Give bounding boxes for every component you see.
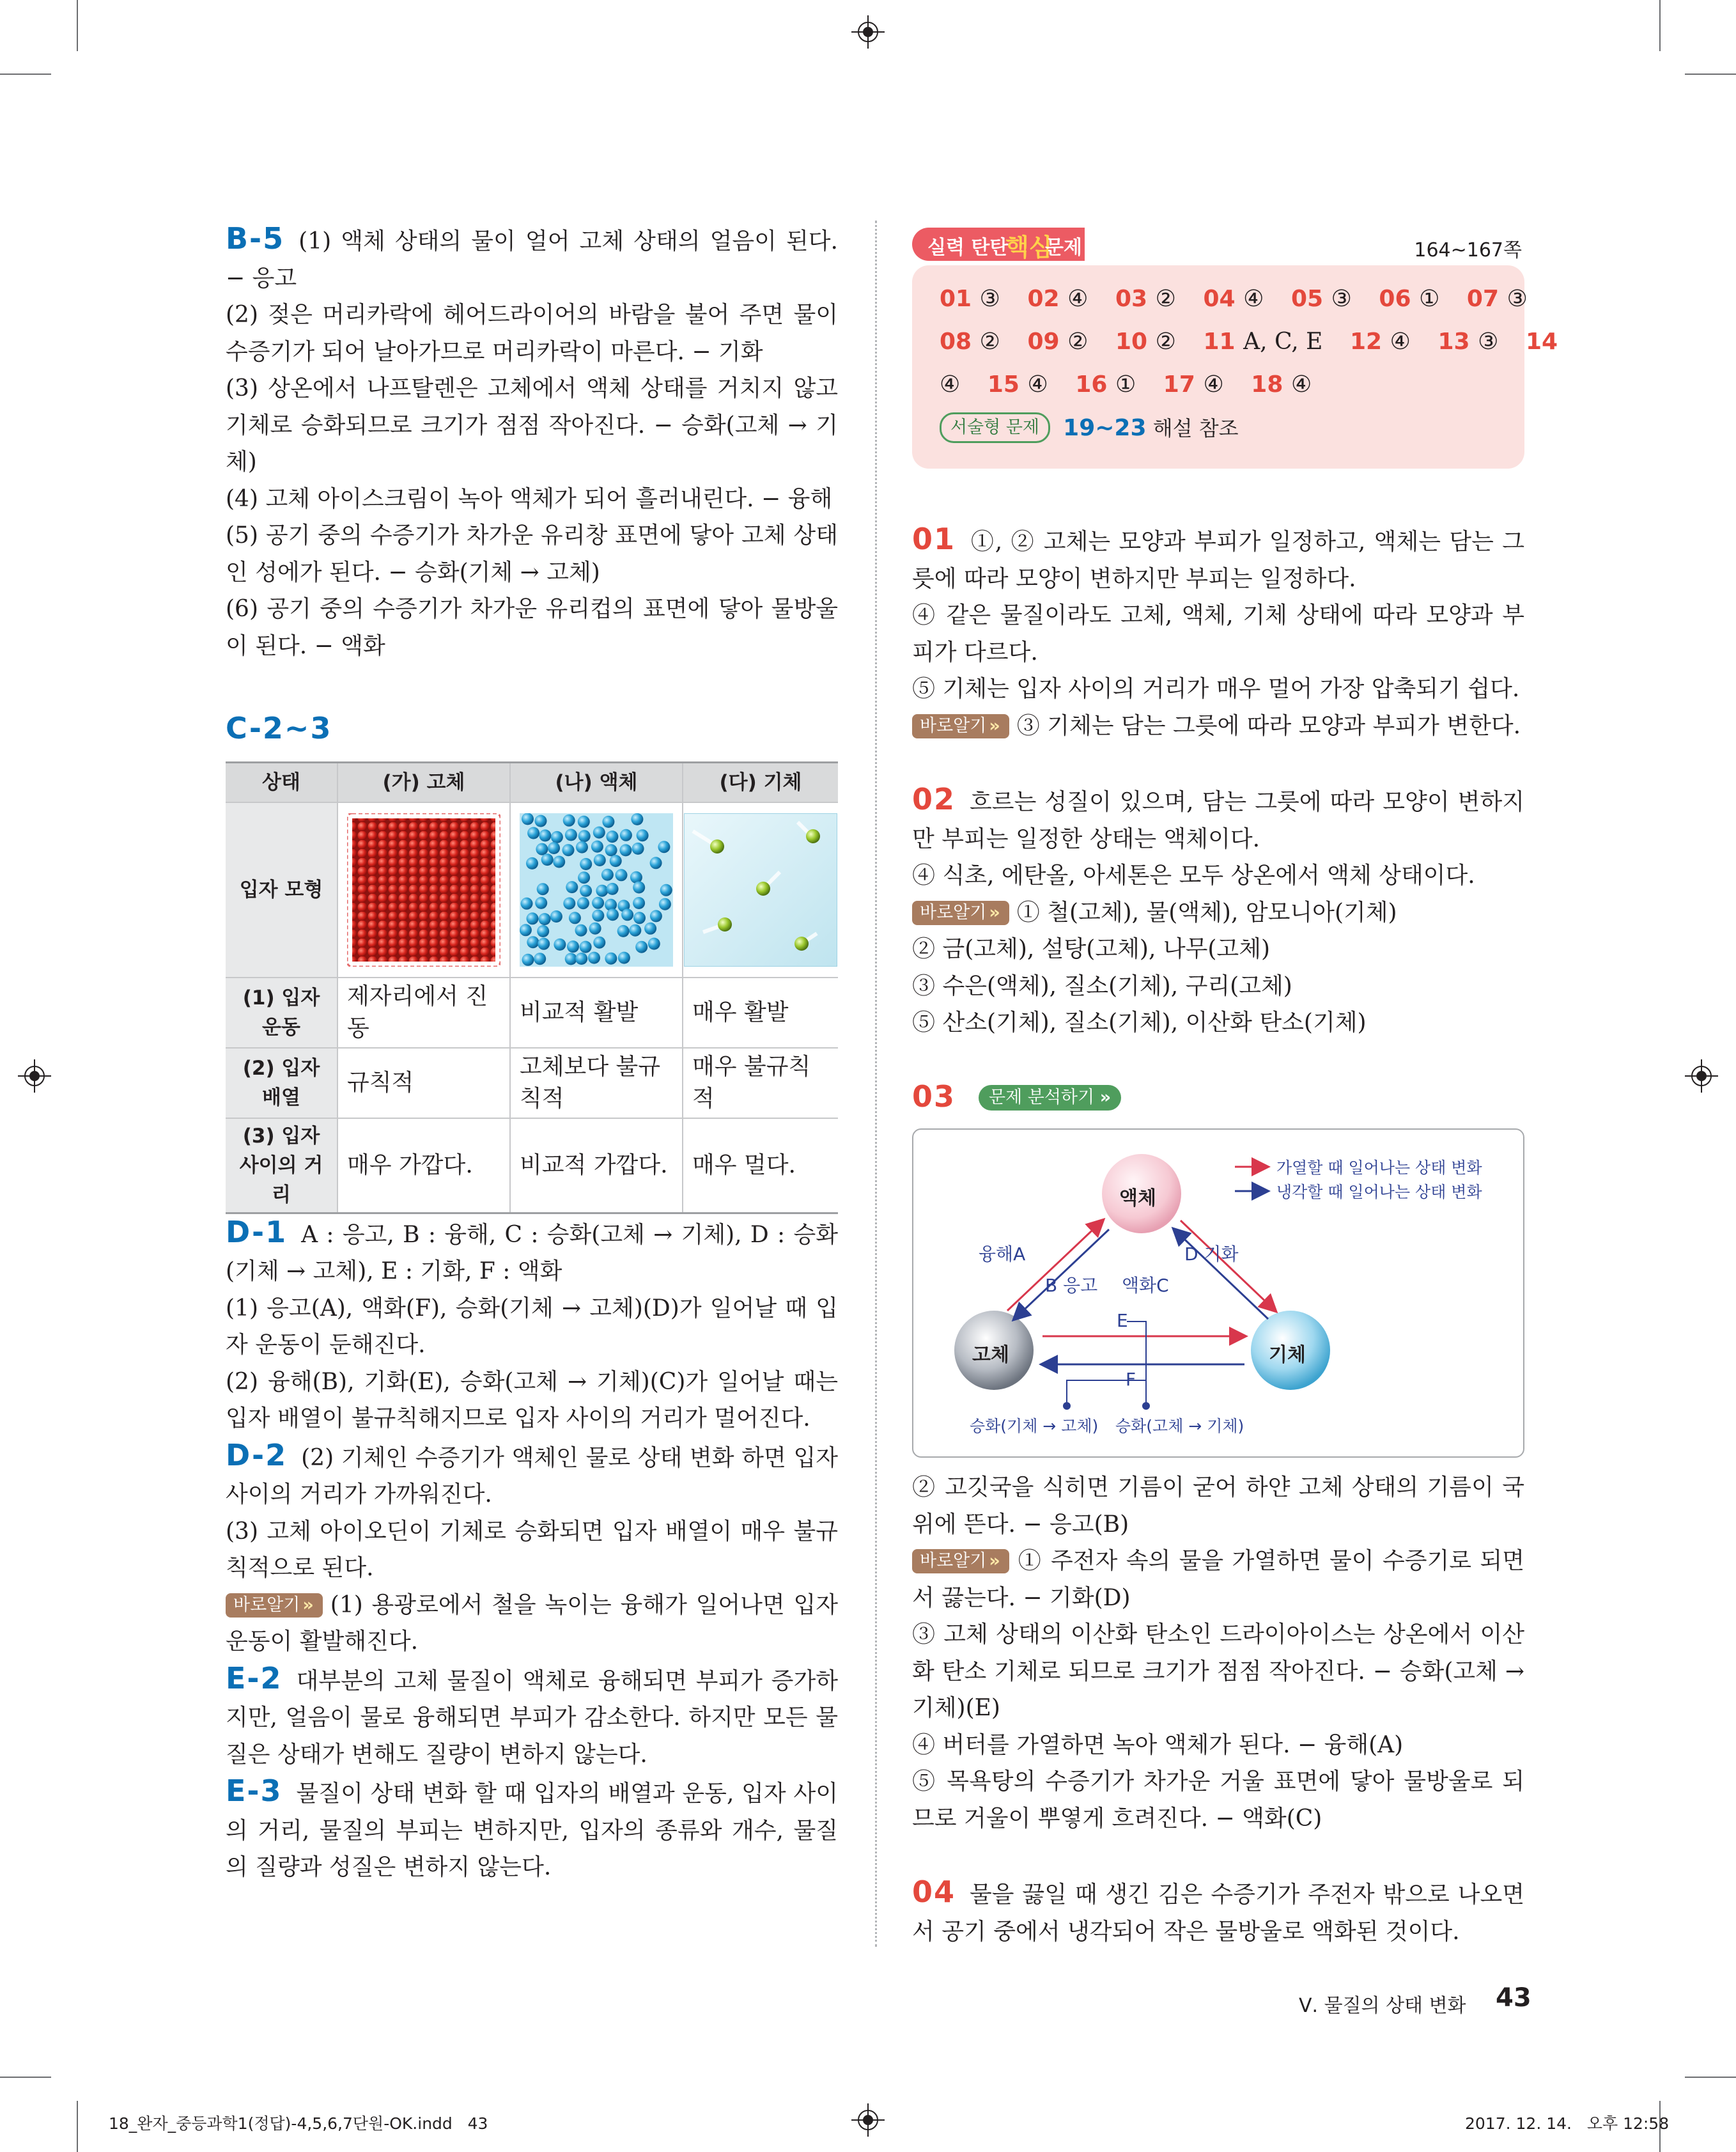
- q03-line: ④ 버터를 가열하면 녹아 액체가 된다. − 융해(A): [912, 1731, 1404, 1758]
- liquid-particle: [553, 855, 565, 868]
- essay-ref: 해설 참조: [1152, 416, 1239, 441]
- double-chevron-icon: »: [989, 1551, 1000, 1571]
- liquid-particle: [520, 924, 532, 936]
- liquid-particle: [566, 881, 578, 893]
- liquid-particle: [589, 922, 601, 934]
- liquid-particle: [550, 910, 562, 923]
- liquid-particle: [596, 884, 608, 896]
- d2-block: [226, 1437, 838, 1513]
- gas-label: 기체: [1269, 1344, 1306, 1366]
- liquid-particle: [617, 924, 630, 937]
- liquid-particle: [527, 936, 539, 948]
- table-cell: 비교적 가깝다.: [510, 1118, 683, 1213]
- solid-particle-model: [337, 802, 510, 978]
- liquid-particle: [575, 953, 587, 965]
- page-range: 164~167쪽: [1414, 239, 1522, 261]
- table-cell: 고체보다 불규칙적: [510, 1048, 683, 1118]
- liquid-particle: [601, 868, 614, 880]
- d1-block: [226, 1214, 838, 1290]
- e3-block: [226, 1773, 838, 1886]
- q02-block: [912, 781, 1524, 857]
- table-cell: 매우 활발: [683, 978, 838, 1048]
- q04-id: 04: [912, 1875, 956, 1909]
- crop-mark: [0, 74, 51, 75]
- analysis-badge: [979, 1085, 1121, 1111]
- answer-item: 03 ②: [1115, 286, 1176, 312]
- correction-tag-label: 바로알기: [920, 1551, 987, 1571]
- liquid-particle: [644, 922, 656, 934]
- d1-id: D-1: [226, 1214, 288, 1249]
- answer-item: 09 ②: [1027, 329, 1089, 355]
- crop-mark: [0, 2077, 51, 2078]
- sublimation-label: 승화(기체 → 고체): [970, 1417, 1099, 1435]
- liquid-particle: [660, 884, 672, 896]
- liquid-particle: [593, 826, 605, 838]
- answer-item: 04 ④: [1203, 286, 1264, 312]
- e3-id: E-3: [226, 1774, 283, 1808]
- answer-item: 14: [1525, 329, 1558, 355]
- correction-tag-label: 바로알기: [920, 902, 987, 923]
- table-header: (나) 액체: [510, 762, 683, 802]
- double-chevron-icon: »: [302, 1595, 314, 1615]
- correction-text: (1) 용광로에서 철을 녹이는 융해가 일어나면 입자 운동이 활발해진다.: [226, 1591, 838, 1655]
- right-column-continued: [912, 1469, 1524, 1950]
- b5-line: (5) 공기 중의 수증기가 차가운 유리창 표면에 닿아 고체 상태인 성에가 된다. − 승화(기체 → 고체): [226, 522, 838, 586]
- b5-line: (6) 공기 중의 수증기가 차가운 유리컵의 표면에 닿아 물방울이 된다. − 액화: [226, 596, 838, 659]
- liquid-particle: [541, 854, 554, 866]
- correction-text: ③ 기체는 담는 그릇에 따라 모양과 부피가 변한다.: [1016, 712, 1521, 739]
- table-header: (가) 고체: [337, 762, 510, 802]
- q01-line: ⑤ 기체는 입자 사이의 거리가 매우 멀어 가장 압축되기 쉽다.: [912, 676, 1520, 702]
- liquid-particle: [607, 908, 619, 921]
- liquid-particle: [551, 830, 563, 843]
- answer-item: 05 ③: [1290, 286, 1352, 312]
- correction-tag: [226, 1593, 323, 1618]
- liquid-particle: [576, 841, 588, 853]
- correction-text: ① 철(고체), 물(액체), 암모니아(기체): [1016, 899, 1397, 926]
- core-problem-banner: [912, 225, 1524, 262]
- liquid-particle: [619, 844, 632, 856]
- right-column: [912, 521, 1524, 1118]
- liquid-particle: [575, 924, 587, 936]
- answer-item: 15 ④: [987, 371, 1048, 398]
- crop-mark: [1659, 0, 1661, 51]
- crop-mark: [77, 0, 78, 51]
- q02-correction: [912, 894, 1524, 932]
- liquid-particle: [565, 953, 577, 965]
- label-e: E: [1117, 1310, 1128, 1331]
- correction-tag-label: 바로알기: [233, 1595, 300, 1615]
- banner-label: 실력 탄탄: [927, 237, 1009, 259]
- answer-item: 02 ④: [1027, 286, 1089, 312]
- table-cell: 비교적 활발: [510, 978, 683, 1048]
- state-table: [226, 761, 838, 1214]
- correction-tag-label: 바로알기: [920, 715, 987, 736]
- b5-block: [226, 221, 838, 297]
- liquid-particle: [621, 908, 633, 921]
- d1-line: (1) 응고(A), 액화(F), 승화(기체 → 고체)(D)가 일어날 때 입자 운동이 둔해진다.: [226, 1295, 838, 1358]
- gas-particles-image: [684, 813, 837, 967]
- liquid-particle: [563, 814, 575, 826]
- chapter-title: Ⅴ. 물질의 상태 변화: [1299, 1995, 1466, 2017]
- q02-id: 02: [912, 782, 956, 816]
- liquid-particle: [588, 951, 600, 963]
- liquid-particle: [569, 912, 581, 924]
- label-c: 액화C: [1122, 1275, 1169, 1296]
- answer-item: ④: [940, 371, 961, 398]
- essay-note: [940, 412, 1239, 443]
- banner-label: 문제: [1045, 237, 1082, 259]
- liquid-particle: [537, 883, 549, 895]
- liquid-particle: [633, 881, 645, 893]
- liquid-particle: [593, 936, 605, 948]
- q02-line: ④ 식초, 에탄올, 아세톤은 모두 상온에서 액체 상태이다.: [912, 862, 1475, 889]
- liquid-particle: [526, 857, 538, 869]
- banner-keyword: 핵심: [1005, 233, 1053, 261]
- b5-line: (1) 액체 상태의 물이 얼어 고체 상태의 얼음이 된다. − 응고: [226, 228, 838, 292]
- liquid-particle: [605, 952, 617, 964]
- answer-item: 18 ④: [1251, 371, 1312, 398]
- liquid-particle: [591, 840, 603, 852]
- liquid-label: 액체: [1119, 1187, 1156, 1210]
- answer-item: 07 ③: [1466, 286, 1528, 312]
- q03-correction: [912, 1543, 1524, 1616]
- label-d: D 기화: [1184, 1244, 1239, 1265]
- answer-row: [940, 286, 1547, 312]
- solid-particles-image: [347, 813, 500, 967]
- answer-item: 10 ②: [1115, 329, 1176, 355]
- essay-badge: 서술형 문제: [940, 412, 1050, 443]
- liquid-particle: [535, 896, 547, 908]
- correction-tag: [912, 901, 1009, 925]
- d2-line: (3) 고체 아이오딘이 기체로 승화되면 입자 배열이 매우 불규칙적으로 된다.: [226, 1518, 838, 1581]
- q04-block: [912, 1874, 1524, 1950]
- liquid-particle: [580, 884, 592, 896]
- row-label: (2) 입자 배열: [226, 1048, 337, 1118]
- q01-line: ①, ② 고체는 모양과 부피가 일정하고, 액체는 담는 그릇에 따라 모양이 변하지만 부피는 일정하다.: [912, 529, 1524, 592]
- liquid-particle: [567, 940, 579, 953]
- answer-item: 11 A, C, E: [1203, 329, 1323, 355]
- table-header: 상태: [226, 762, 337, 802]
- c-heading: C-2~3: [226, 711, 332, 745]
- liquid-particle: [606, 830, 618, 843]
- liquid-particle: [659, 898, 671, 910]
- crop-mark: [1685, 74, 1736, 75]
- liquid-particle: [620, 829, 632, 841]
- liquid-particle: [527, 827, 539, 839]
- liquid-particle: [658, 841, 670, 853]
- b5-line: (2) 젖은 머리카락에 헤어드라이어의 바람을 불어 주면 물이 수증기가 되어 날아가므로 머리카락이 마른다. − 기화: [226, 302, 838, 365]
- liquid-particle: [648, 937, 660, 949]
- q01-id: 01: [912, 522, 956, 556]
- liquid-particle: [539, 913, 551, 925]
- table-cell: 제자리에서 진동: [337, 978, 510, 1048]
- answer-item: 17 ④: [1163, 371, 1224, 398]
- liquid-particle: [563, 897, 575, 909]
- b5-line: (4) 고체 아이스크림이 녹아 액체가 되어 흘러내린다. − 융해: [226, 485, 833, 512]
- liquid-particle: [578, 815, 590, 827]
- liquid-particle: [548, 842, 560, 854]
- analysis-badge-label: 문제 분석하기: [989, 1087, 1095, 1107]
- liquid-particle: [562, 844, 575, 856]
- column-divider: [875, 221, 877, 1947]
- registration-mark-icon: [1685, 1059, 1718, 1093]
- correction-text: ① 주전자 속의 물을 가열하면 물이 수증기로 되면서 끓는다. − 기화(D): [912, 1548, 1524, 1611]
- liquid-particle: [631, 813, 643, 825]
- liquid-particle: [594, 854, 606, 866]
- answer-row: [940, 371, 1331, 398]
- liquid-particle: [554, 938, 566, 950]
- table-header: (다) 기체: [683, 762, 838, 802]
- liquid-particle: [527, 912, 539, 924]
- q04-text: 물을 끓일 때 생긴 김은 수증기가 주전자 밖으로 나오면서 공기 중에서 냉각되어 작은 물방울로 액화된 것이다.: [912, 1882, 1524, 1945]
- liquid-particle: [637, 829, 649, 841]
- correction-tag: [912, 1549, 1009, 1573]
- liquid-particles-image: [520, 813, 673, 967]
- e2-block: [226, 1660, 838, 1774]
- liquid-particle: [565, 829, 577, 841]
- q01-line: ④ 같은 물질이라도 고체, 액체, 기체 상태에 따라 모양과 부피가 다르다.: [912, 602, 1524, 666]
- liquid-particle: [629, 924, 641, 936]
- diagram-arrows: [913, 1130, 1523, 1456]
- q03-block: [912, 1079, 1524, 1118]
- liquid-particle: [536, 843, 548, 855]
- q02-line: ③ 수은(액체), 질소(기체), 구리(고체): [912, 972, 1292, 999]
- liquid-particle: [539, 829, 551, 841]
- e2-text: 대부분의 고체 물질이 액체로 융해되면 부피가 증가하지만, 얼음이 물로 융해되면 부피가 감소한다. 하지만 모든 물질은 상태가 변해도 질량이 변하지 않는다.: [226, 1667, 838, 1768]
- liquid-particle: [537, 925, 549, 937]
- liquid-particle: [578, 871, 590, 884]
- liquid-particle: [610, 855, 622, 867]
- row-label: (1) 입자 운동: [226, 978, 337, 1048]
- double-chevron-icon: »: [989, 902, 1000, 923]
- q01-correction: [912, 708, 1524, 745]
- d2-line: (2) 기체인 수증기가 액체인 물로 상태 변화 하면 입자 사이의 거리가 가까워진다.: [226, 1444, 838, 1508]
- page-number: 43: [1496, 1983, 1531, 2013]
- essay-range: 19~23: [1063, 415, 1147, 441]
- liquid-particle: [580, 858, 592, 870]
- liquid-particle: [535, 815, 547, 827]
- liquid-particle: [632, 842, 644, 854]
- e2-id: E-2: [226, 1660, 283, 1696]
- double-chevron-icon: »: [989, 715, 1000, 736]
- q02-line: ⑤ 산소(기체), 질소(기체), 이산화 탄소(기체): [912, 1010, 1367, 1036]
- d1-line: (2) 융해(B), 기화(E), 승화(고체 → 기체)(C)가 일어날 때는 입자 배열이 불규칙해지므로 입자 사이의 거리가 멀어진다.: [226, 1368, 838, 1431]
- file-info: 18_완자_중등과학1(정답)-4,5,6,7단원-OK.indd 43: [109, 2114, 488, 2133]
- registration-mark-icon: [851, 15, 885, 49]
- answer-box: [912, 265, 1558, 469]
- table-cell: 매우 멀다.: [683, 1118, 838, 1213]
- double-chevron-icon: »: [1099, 1087, 1112, 1107]
- q02-line: ② 금(고체), 설탕(고체), 나무(고체): [912, 936, 1271, 962]
- liquid-particle: [577, 897, 589, 909]
- print-date: 2017. 12. 14. 오후 12:58: [1465, 2114, 1670, 2133]
- liquid-particle: [538, 937, 550, 949]
- crop-mark: [1685, 2077, 1736, 2078]
- label-f: F: [1126, 1369, 1136, 1390]
- table-cell: 매우 불규칙적: [683, 1048, 838, 1118]
- liquid-particle: [534, 953, 546, 965]
- state-change-diagram: [912, 1128, 1524, 1458]
- liquid-particle: [592, 896, 604, 908]
- liquid-particle: [635, 940, 647, 953]
- row-label: (3) 입자 사이의 거리: [226, 1118, 337, 1213]
- liquid-particle: [522, 953, 534, 965]
- answer-item: 13 ③: [1438, 329, 1499, 355]
- solid-label: 고체: [972, 1344, 1009, 1366]
- q03-line: ③ 고체 상태의 이산화 탄소인 드라이아이스는 상온에서 이산화 탄소 기체로 되므로 크기가 점점 작아진다. − 승화(고체 → 기체)(E): [912, 1621, 1524, 1721]
- label-b: B 응고: [1045, 1275, 1098, 1296]
- liquid-particle: [578, 830, 591, 842]
- liquid-particle: [521, 897, 533, 909]
- legend-heat: 가열할 때 일어나는 상태 변화: [1276, 1158, 1482, 1177]
- registration-mark-icon: [851, 2103, 885, 2137]
- b5-id: B-5: [226, 221, 285, 256]
- q03-line: ② 고깃국을 식히면 기름이 굳어 하얀 고체 상태의 기름이 국 위에 뜬다. − 응고(B): [912, 1474, 1524, 1538]
- answer-item: 08 ②: [940, 329, 1000, 355]
- liquid-particle: [633, 912, 646, 924]
- answer-item: 01 ③: [940, 286, 1000, 312]
- answer-item: 16 ①: [1075, 371, 1136, 398]
- liquid-particle: [522, 813, 534, 825]
- liquid-particle: [650, 857, 662, 869]
- table-cell: 매우 가깝다.: [337, 1118, 510, 1213]
- label-a: 융해A: [979, 1244, 1026, 1265]
- answer-item: 12 ④: [1349, 329, 1411, 355]
- table-cell: 규칙적: [337, 1048, 510, 1118]
- liquid-particle: [605, 844, 617, 856]
- b5-line: (3) 상온에서 나프탈렌은 고체에서 액체 상태를 거치지 않고 기체로 승화되므로 크기가 점점 작아진다. − 승화(고체 → 기체): [226, 375, 838, 475]
- liquid-particle: [592, 909, 604, 921]
- liquid-particle: [616, 869, 628, 881]
- answer-item: 06 ①: [1379, 286, 1440, 312]
- liquid-particle: [580, 940, 592, 953]
- correction-tag: [912, 714, 1009, 738]
- gas-particle-model: [683, 802, 838, 978]
- e3-text: 물질이 상태 변화 할 때 입자의 배열과 운동, 입자 사이의 거리, 물질의 부피는 변하지만, 입자의 종류와 개수, 물질의 질량과 성질은 변하지 않는다.: [226, 1781, 838, 1880]
- sublimation-label: 승화(고체 → 기체): [1115, 1417, 1244, 1435]
- d1-line: A : 응고, B : 융해, C : 승화(고체 → 기체), D : 승화(기체 → 고체), E : 기화, F : 액화: [226, 1221, 838, 1284]
- q03-id: 03: [912, 1079, 956, 1114]
- answer-row: [940, 329, 1577, 355]
- registration-mark-icon: [18, 1059, 51, 1093]
- crop-mark: [77, 2101, 78, 2152]
- liquid-particle: [650, 910, 662, 922]
- liquid-particle: [607, 882, 619, 894]
- legend-cool: 냉각할 때 일어나는 상태 변화: [1276, 1183, 1482, 1201]
- row-label: 입자 모형: [226, 802, 337, 978]
- liquid-particle-model: [510, 802, 683, 978]
- q03-line: ⑤ 목욕탕의 수증기가 차가운 거울 표면에 닿아 물방울로 되므로 거울이 뿌옇게 흐려진다. − 액화(C): [912, 1768, 1524, 1832]
- liquid-particle: [602, 815, 614, 827]
- d2-id: D-2: [226, 1437, 288, 1472]
- q02-line: 흐르는 성질이 있으며, 담는 그릇에 따라 모양이 변하지만 부피는 일정한 상태는 액체이다.: [912, 789, 1524, 852]
- q01-block: [912, 521, 1524, 597]
- left-column: [226, 221, 838, 1886]
- liquid-particle: [633, 897, 645, 909]
- liquid-particle: [618, 951, 630, 963]
- d2-correction: [226, 1587, 838, 1660]
